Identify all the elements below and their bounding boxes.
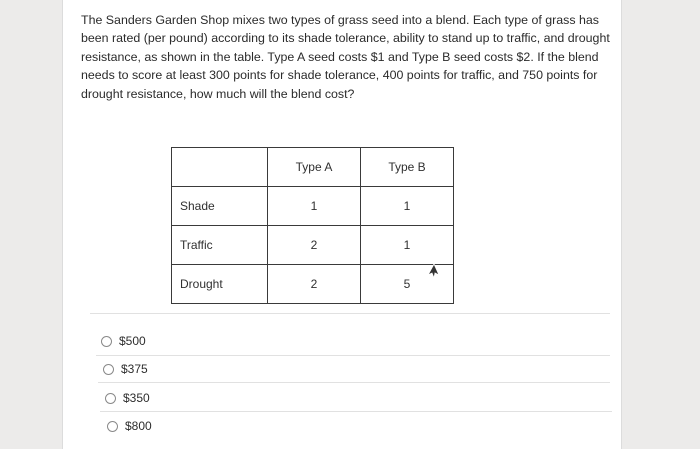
cell-drought-type-b: 5 (361, 265, 454, 304)
answer-label: $500 (119, 334, 146, 348)
divider (98, 382, 610, 383)
column-header-type-b: Type B (361, 148, 454, 187)
answer-option-1[interactable] (101, 328, 146, 354)
question-text: The Sanders Garden Shop mixes two types of grass seed into a blend. Each type of grass has been rated (per pound) according to its shade tolerance, ability to stand up to traffic, and drought resistance, as shown in the table. Type A seed costs $1 and Type B seed costs $2. If the blend needs to score at least 300 points for shade tolerance, 400 points for traffic, and 750 points for drought resistance, how much will the blend cost? (81, 13, 610, 101)
cell-traffic-type-a: 2 (268, 226, 361, 265)
table-row (172, 226, 454, 265)
column-header-type-a: Type A (268, 148, 361, 187)
row-label-traffic: Traffic (172, 226, 268, 265)
table-row (172, 265, 454, 304)
radio-button[interactable] (103, 364, 114, 375)
table-header-row (172, 148, 454, 187)
answer-option-3[interactable] (105, 385, 150, 411)
cell-drought-type-a: 2 (268, 265, 361, 304)
divider (90, 313, 610, 314)
cell-shade-type-a: 1 (268, 187, 361, 226)
rating-table (171, 147, 454, 304)
radio-button[interactable] (107, 421, 118, 432)
answer-label: $800 (125, 419, 152, 433)
radio-button[interactable] (101, 336, 112, 347)
row-label-shade: Shade (172, 187, 268, 226)
divider (100, 411, 612, 412)
answer-label: $350 (123, 391, 150, 405)
answer-option-4[interactable] (107, 413, 152, 439)
divider (96, 355, 610, 356)
table-corner-cell (172, 148, 268, 187)
cell-traffic-type-b: 1 (361, 226, 454, 265)
table-row (172, 187, 454, 226)
answer-label: $375 (121, 362, 148, 376)
cell-shade-type-b: 1 (361, 187, 454, 226)
cursor-arrow-icon (427, 263, 441, 279)
radio-button[interactable] (105, 393, 116, 404)
answer-option-2[interactable] (103, 356, 148, 382)
row-label-drought: Drought (172, 265, 268, 304)
